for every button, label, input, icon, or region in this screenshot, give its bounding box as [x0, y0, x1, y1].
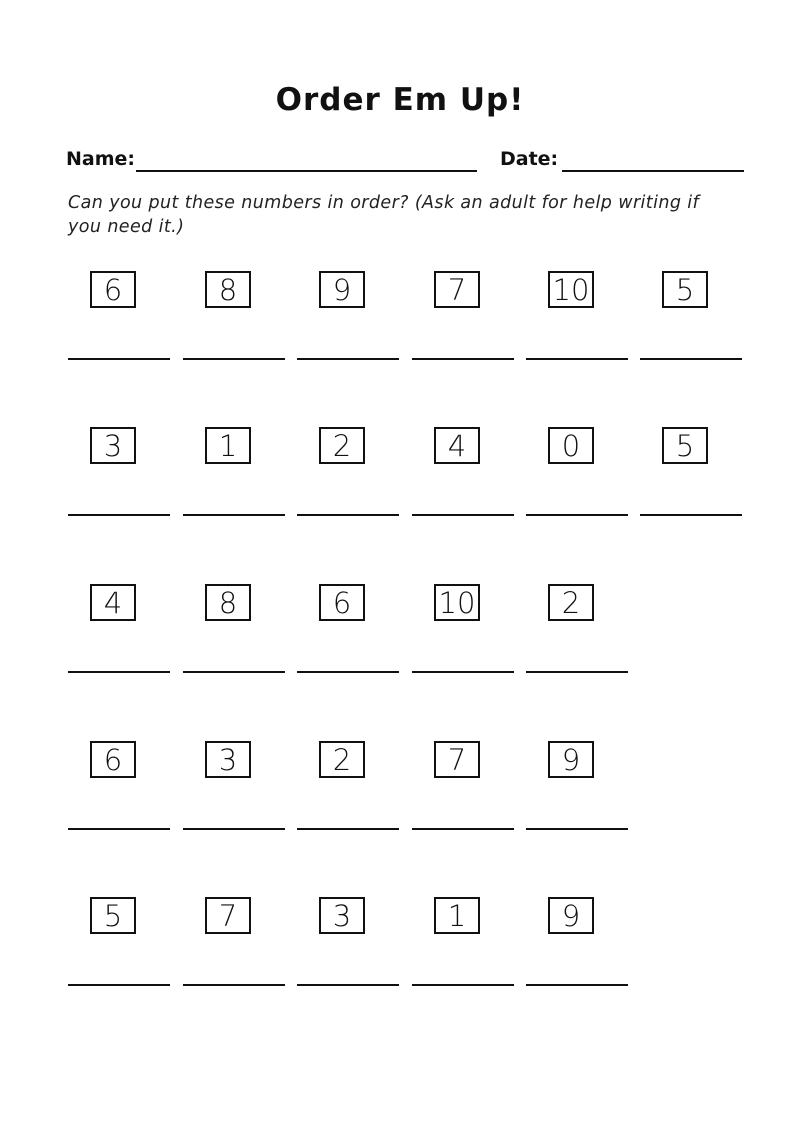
number-box: 3 [319, 897, 365, 934]
answer-line[interactable] [412, 671, 514, 673]
number-box: 5 [662, 271, 708, 308]
number-cell [526, 271, 628, 391]
number-box: 7 [434, 741, 480, 778]
number-box: 9 [548, 741, 594, 778]
number-box: 4 [90, 584, 136, 621]
instructions-text: Can you put these numbers in order? (Ask an adult for help writing if you need it.) [68, 193, 700, 237]
number-cell [183, 897, 285, 1017]
number-box: 9 [319, 271, 365, 308]
number-box: 10 [548, 271, 594, 308]
answer-line[interactable] [526, 514, 628, 516]
answer-line[interactable] [68, 514, 170, 516]
number-cell [183, 427, 285, 547]
number-box: 7 [205, 897, 251, 934]
answer-line[interactable] [412, 828, 514, 830]
number-cell [640, 271, 742, 391]
number-cell [412, 427, 514, 547]
number-box: 3 [90, 427, 136, 464]
number-box: 0 [548, 427, 594, 464]
answer-line[interactable] [297, 828, 399, 830]
answer-line[interactable] [297, 514, 399, 516]
number-cell [297, 741, 399, 861]
number-row [0, 741, 800, 861]
number-cell [297, 584, 399, 704]
number-cell [526, 741, 628, 861]
date-label: Date: [500, 148, 559, 170]
number-box: 9 [548, 897, 594, 934]
number-box: 1 [205, 427, 251, 464]
number-box: 6 [90, 741, 136, 778]
answer-line[interactable] [297, 671, 399, 673]
answer-line[interactable] [640, 358, 742, 360]
number-box: 6 [90, 271, 136, 308]
number-cell [68, 427, 170, 547]
number-cell [68, 584, 170, 704]
number-cell [412, 584, 514, 704]
number-row [0, 897, 800, 1017]
answer-line[interactable] [183, 514, 285, 516]
answer-line[interactable] [297, 358, 399, 360]
number-box: 8 [205, 584, 251, 621]
number-cell [640, 427, 742, 547]
number-cell [297, 897, 399, 1017]
number-box: 8 [205, 271, 251, 308]
number-cell [412, 741, 514, 861]
answer-line[interactable] [183, 358, 285, 360]
number-cell [183, 271, 285, 391]
number-row [0, 584, 800, 704]
answer-line[interactable] [68, 358, 170, 360]
answer-line[interactable] [297, 984, 399, 986]
number-row [0, 271, 800, 391]
answer-line[interactable] [68, 984, 170, 986]
answer-line[interactable] [526, 671, 628, 673]
number-box: 7 [434, 271, 480, 308]
number-cell [412, 897, 514, 1017]
answer-line[interactable] [412, 984, 514, 986]
number-box: 6 [319, 584, 365, 621]
answer-line[interactable] [640, 514, 742, 516]
number-box: 2 [548, 584, 594, 621]
number-box: 10 [434, 584, 480, 621]
name-label: Name: [66, 148, 136, 170]
number-cell [68, 271, 170, 391]
number-cell [412, 271, 514, 391]
answer-line[interactable] [526, 984, 628, 986]
number-cell [68, 741, 170, 861]
name-field-line[interactable] [136, 170, 477, 172]
answer-line[interactable] [183, 984, 285, 986]
answer-line[interactable] [526, 828, 628, 830]
number-box: 2 [319, 427, 365, 464]
answer-line[interactable] [183, 828, 285, 830]
worksheet-title: Order Em Up! [275, 82, 525, 118]
number-row [0, 427, 800, 547]
answer-line[interactable] [412, 514, 514, 516]
number-cell [183, 584, 285, 704]
number-cell [526, 897, 628, 1017]
number-cell [526, 427, 628, 547]
number-cell [297, 271, 399, 391]
date-field-line[interactable] [562, 170, 744, 172]
number-cell [297, 427, 399, 547]
answer-line[interactable] [412, 358, 514, 360]
answer-line[interactable] [68, 828, 170, 830]
number-cell [526, 584, 628, 704]
answer-line[interactable] [183, 671, 285, 673]
number-box: 5 [90, 897, 136, 934]
number-cell [183, 741, 285, 861]
number-box: 4 [434, 427, 480, 464]
number-box: 3 [205, 741, 251, 778]
number-box: 1 [434, 897, 480, 934]
number-cell [68, 897, 170, 1017]
answer-line[interactable] [68, 671, 170, 673]
answer-line[interactable] [526, 358, 628, 360]
number-box: 5 [662, 427, 708, 464]
number-box: 2 [319, 741, 365, 778]
